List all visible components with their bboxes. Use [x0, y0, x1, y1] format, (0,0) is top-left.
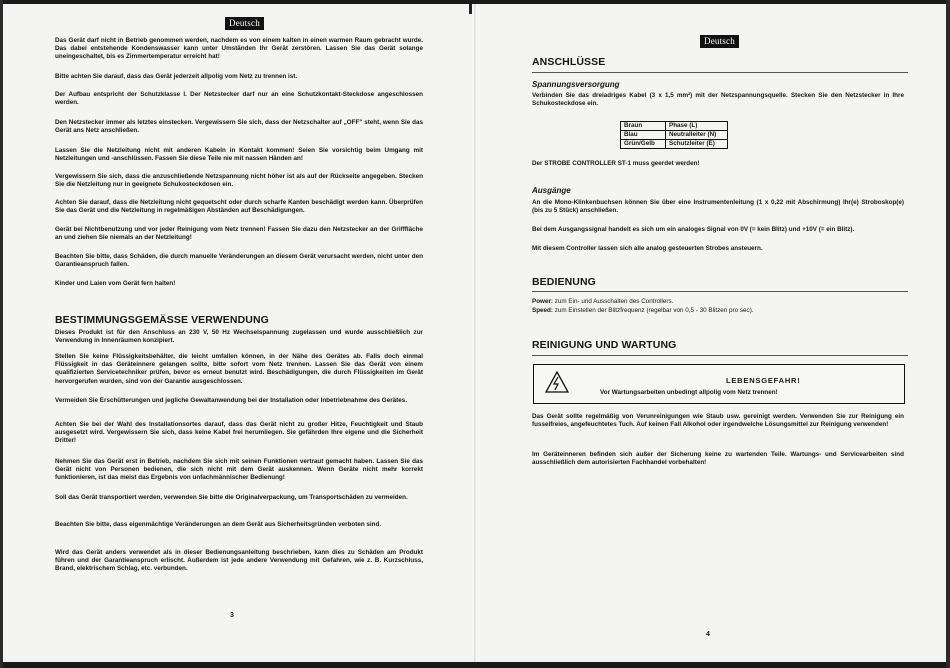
page-3 [0, 0, 474, 668]
wire-color-table [620, 121, 728, 149]
wire-function: Phase (L) [666, 122, 728, 131]
outputs-text: An die Mono-Klinkenbuchsen können Sie über eine Instrumentenleitung (1 x 0,22 mit Abschirmung) Ihr(e) Stroboskop(e) (bis zu 5 Stück) anschließen. [532, 199, 904, 215]
usage-paragraph: Achten Sie bei der Wahl des Installationsortes darauf, dass das Gerät nicht zu großer Hitze, Feuchtigkeit und Staub ausgesetzt wird. Vergewissern Sie sich, dass keine Kabel frei herumliegen. Sie gefährden Ihre eigene und die Sicherheit Dritter! [55, 421, 423, 445]
cleaning-text: Das Gerät sollte regelmäßig von Verunreinigungen wie Staub usw. gereinigt werden. Verwenden Sie zur Reinigung ein fusselfreies, angefeuchtetes Tuch. Auf keinen Fall Alkohol oder irgendwelche Lösungsmittel zur Reinigung verwenden! [532, 413, 904, 429]
safety-paragraph: Vergewissern Sie sich, dass die anzuschließende Netzspannung nicht höher ist als auf der Rückseite angegeben. Stecken Sie die Netzleitung nur in geeignete Schukosteckdosen ein. [55, 173, 423, 189]
wire-function: Neutralleiter (N) [666, 131, 728, 140]
usage-paragraph: Wird das Gerät anders verwendet als in dieser Bedienungsanleitung beschrieben, kann dies zu Schäden am Produkt führen und der Garantieanspruch erlischt. Außerdem ist jede andere Verwendung mit Gefahren, wie z. B. Kurzschluss, Brand, elektrischem Schlag, etc. verbunden. [55, 549, 423, 573]
usage-paragraph: Dieses Produkt ist für den Anschluss an 230 V, 50 Hz Wechselspannung zugelassen und wurde ausschließlich zur Verwendung in Innenräumen konzipiert. [55, 329, 423, 345]
control-description: zum Einstellen der Blitzfrequenz (regelbar von 0,5 - 30 Blitzen pro sec). [553, 307, 754, 314]
page-number: 3 [230, 612, 234, 619]
section-heading-connections: ANSCHLÜSSE [532, 56, 606, 68]
operation-power [532, 298, 904, 306]
cleaning-text: Im Geräteinneren befinden sich außer der Sicherung keine zu wartenden Teile. Wartungs- und Servicearbeiten sind ausschließlich dem autorisierten Fachhandel vorbehalten! [532, 451, 904, 467]
grounding-note: Der STROBE CONTROLLER ST-1 muss geerdet werden! [532, 160, 700, 167]
warning-box [533, 364, 905, 404]
usage-paragraph: Soll das Gerät transportiert werden, verwenden Sie bitte die Originalverpackung, um Transportschäden zu vermeiden. [55, 494, 408, 501]
power-supply-text: Verbinden Sie das dreiadriges Kabel (3 x 1,5 mm²) mit der Netzspannungsquelle. Stecken Sie den Netzstecker in Ihre Schukosteckdose ein. [532, 92, 904, 108]
subheading-power-supply: Spannungsversorgung [532, 80, 620, 89]
warning-text: Vor Wartungsarbeiten unbedingt allpolig vom Netz trennen! [600, 389, 778, 396]
safety-paragraph: Den Netzstecker immer als letztes einstecken. Vergewissern Sie sich, dass der Netzschalter auf „OFF" steht, wenn Sie das Gerät ans Netz anschließen. [55, 119, 423, 135]
usage-paragraph: Nehmen Sie das Gerät erst in Betrieb, nachdem Sie sich mit seinen Funktionen vertraut gemacht haben. Lassen Sie das Gerät nicht von Personen bedienen, die sich nicht mit dem Gerät auskennen. Wenn Geräte nicht mehr korrekt funktionieren, ist das meist das Ergebnis von unfachmännischer Bedienung! [55, 458, 423, 482]
section-divider [532, 291, 908, 292]
outputs-text: Bei dem Ausgangssignal handelt es sich um ein analoges Signal von 0V (= kein Blitz) und +10V (= ein Blitz). [532, 226, 855, 233]
operation-speed [532, 307, 904, 315]
control-description: zum Ein- und Ausschalten des Controllers. [553, 298, 674, 305]
scan-edge-right [946, 0, 950, 668]
safety-paragraph: Das Gerät darf nicht in Betrieb genommen werden, nachdem es von einem kalten in einen warmen Raum gebracht wurde. Das dabei entstehende Kondenswasser kann unter Umständen Ihr Gerät zerstören. Lassen Sie das Gerät solange uneingeschaltet, bis es Zimmertemperatur erreicht hat! [55, 37, 423, 61]
wire-color: Blau [621, 131, 666, 140]
section-heading-operation: BEDIENUNG [532, 276, 596, 288]
subheading-outputs: Ausgänge [532, 186, 571, 195]
table-row [621, 140, 728, 149]
section-heading-cleaning: REINIGUNG UND WARTUNG [532, 339, 677, 351]
wire-function: Schutzleiter (E) [666, 140, 728, 149]
safety-paragraph: Bitte achten Sie darauf, dass das Gerät jederzeit allpolig vom Netz zu trennen ist. [55, 73, 298, 80]
safety-paragraph: Lassen Sie die Netzleitung nicht mit anderen Kabeln in Kontakt kommen! Seien Sie vorsichtig beim Umgang mit Netzleitungen und -anschlüssen. Fassen Sie diese Teile nie mit nassen Händen an! [55, 147, 423, 163]
section-heading-intended-use: BESTIMMUNGSGEMÄSSE VERWENDUNG [55, 314, 269, 326]
safety-paragraph: Kinder und Laien vom Gerät fern halten! [55, 280, 176, 287]
warning-triangle-icon [545, 371, 569, 393]
wire-color: Grün/Gelb [621, 140, 666, 149]
wire-color: Braun [621, 122, 666, 131]
control-label: Speed: [532, 307, 553, 314]
usage-paragraph: Stellen Sie keine Flüssigkeitsbehälter, die leicht umfallen können, in der Nähe des Gerätes ab. Falls doch einmal Flüssigkeit in das Geräteinnere gelangen sollte, bitte sofort vom Netz trennen. Lassen Sie das Gerät von einem qualifizierten Servicetechniker prüfen, bevor es erneut benutzt wird. Beschädigungen, die durch Flüssigkeiten im Gerät hervorgerufen wurden, sind von der Garantie ausgeschlossen. [55, 353, 423, 385]
safety-paragraph: Der Aufbau entspricht der Schutzklasse I. Der Netzstecker darf nur an eine Schutzkontakt-Steckdose angeschlossen werden. [55, 91, 423, 107]
language-badge: Deutsch [225, 17, 264, 30]
page-4 [476, 0, 946, 668]
table-row [621, 122, 728, 131]
usage-paragraph: Vermeiden Sie Erschütterungen und jegliche Gewaltanwendung bei der Installation oder Inbetriebnahme des Gerätes. [55, 397, 408, 404]
warning-title: LEBENSGEFAHR! [726, 376, 801, 385]
language-badge: Deutsch [700, 35, 739, 48]
outputs-text: Mit diesem Controller lassen sich alle analog gesteuerten Strobes ansteuern. [532, 245, 763, 252]
section-divider [532, 72, 908, 73]
safety-paragraph: Achten Sie darauf, dass die Netzleitung nicht gequetscht oder durch scharfe Kanten beschädigt werden kann. Überprüfen Sie das Gerät und die Netzleitung in regelmäßigen Abständen auf Beschädigungen. [55, 199, 423, 215]
section-divider [532, 355, 908, 356]
usage-paragraph: Beachten Sie bitte, dass eigenmächtige Veränderungen an dem Gerät aus Sicherheitsgründen verboten sind. [55, 521, 382, 528]
control-label: Power: [532, 298, 553, 305]
safety-paragraph: Beachten Sie bitte, dass Schäden, die durch manuelle Veränderungen an diesem Gerät verursacht werden, nicht unter den Garantieanspruch fallen. [55, 253, 423, 269]
page-number: 4 [706, 631, 710, 638]
safety-paragraph: Gerät bei Nichtbenutzung und vor jeder Reinigung vom Netz trennen! Fassen Sie dazu den Netzstecker an der Grifffläche an und ziehen Sie niemals an der Netzleitung! [55, 226, 423, 242]
table-row [621, 131, 728, 140]
